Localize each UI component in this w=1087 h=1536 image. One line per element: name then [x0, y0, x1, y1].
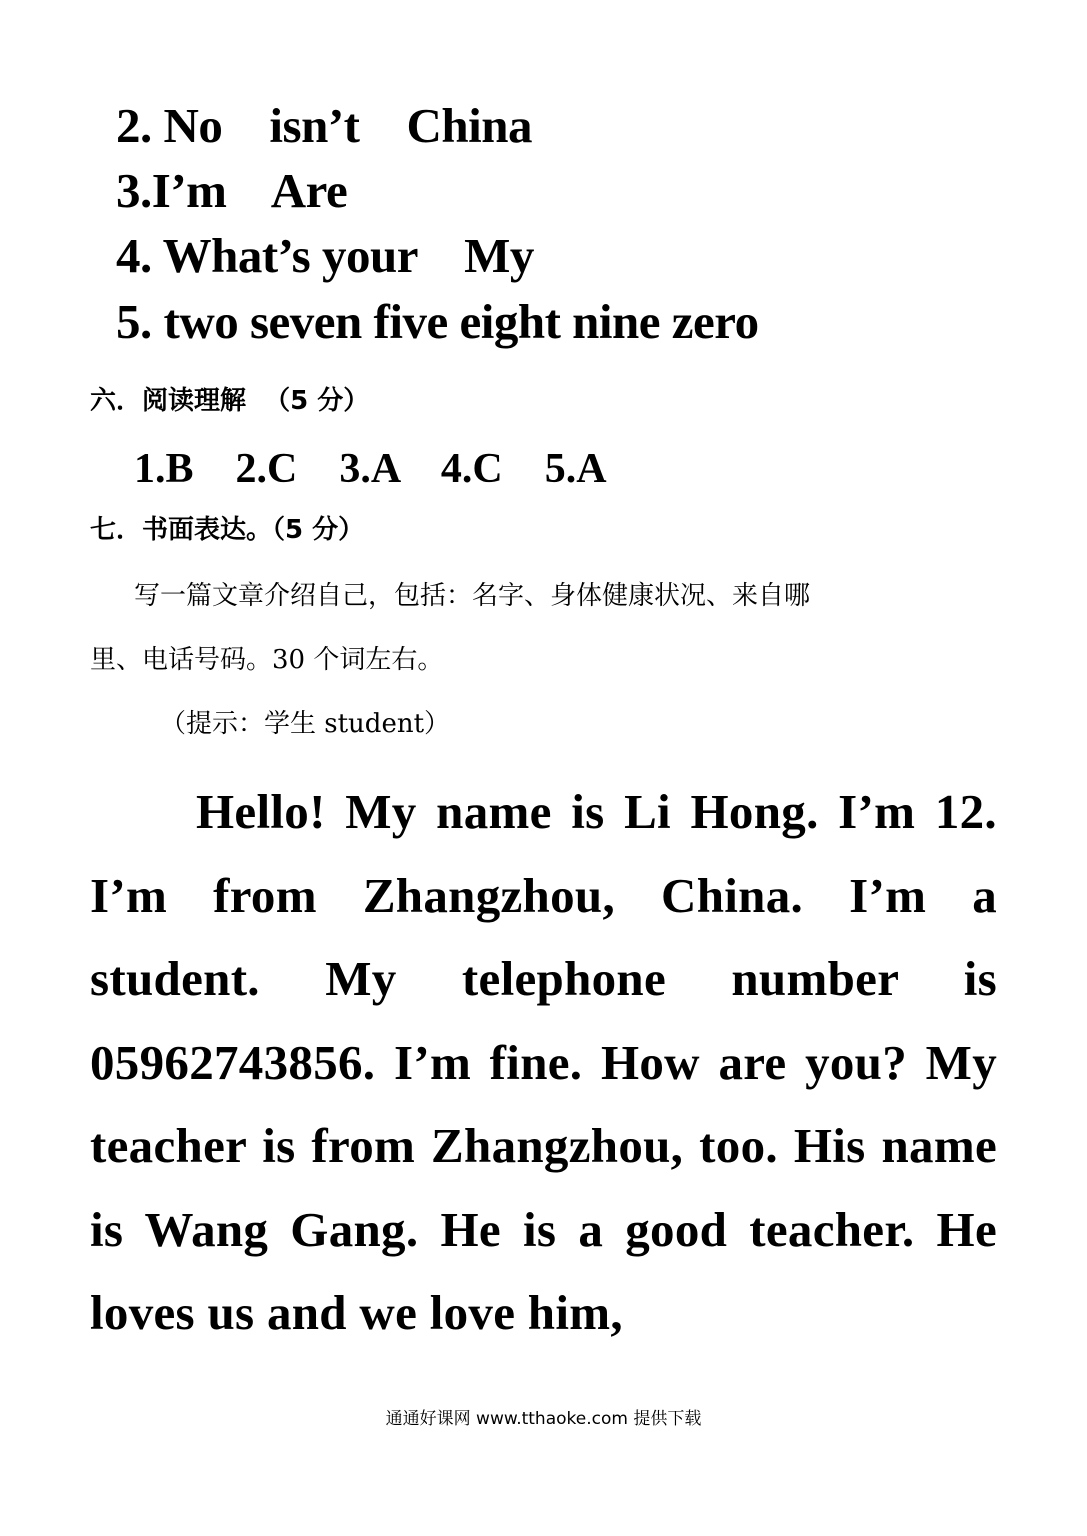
footer-source-note: 通通好课网 www.tthaoke.com 提供下载: [385, 1409, 702, 1429]
section-6-heading: 六．阅读理解 （5 分）: [90, 386, 370, 416]
answer-line-2: 2. No isn’t China: [116, 98, 532, 153]
answer-line-3: 3.I’m Are: [116, 163, 348, 218]
section-7-heading: 七．书面表达。（5 分）: [90, 515, 365, 545]
answer-line-4: 4. What’s your My: [116, 228, 534, 283]
answer-line-5: 5. two seven five eight nine zero: [116, 294, 759, 349]
writing-prompt-line-1: 写一篇文章介绍自己，包括：名字、身体健康状况、来自哪: [134, 581, 811, 611]
model-essay: Hello! My name is Li Hong. I’m 12. I’m from Zhangzhou, China. I’m a student. My telephone number is 05962743856. I’m fine. How are you? My teacher is from Zhangzhou, too. His name is Wang Gang. He is a good teacher. He loves us and we love him,: [90, 784, 997, 1340]
reading-comprehension-answers: 1.B 2.C 3.A 4.C 5.A: [134, 446, 607, 492]
writing-hint: （提示：学生 student）: [160, 709, 451, 739]
writing-prompt-line-2: 里、电话号码。30 个词左右。: [90, 645, 444, 675]
